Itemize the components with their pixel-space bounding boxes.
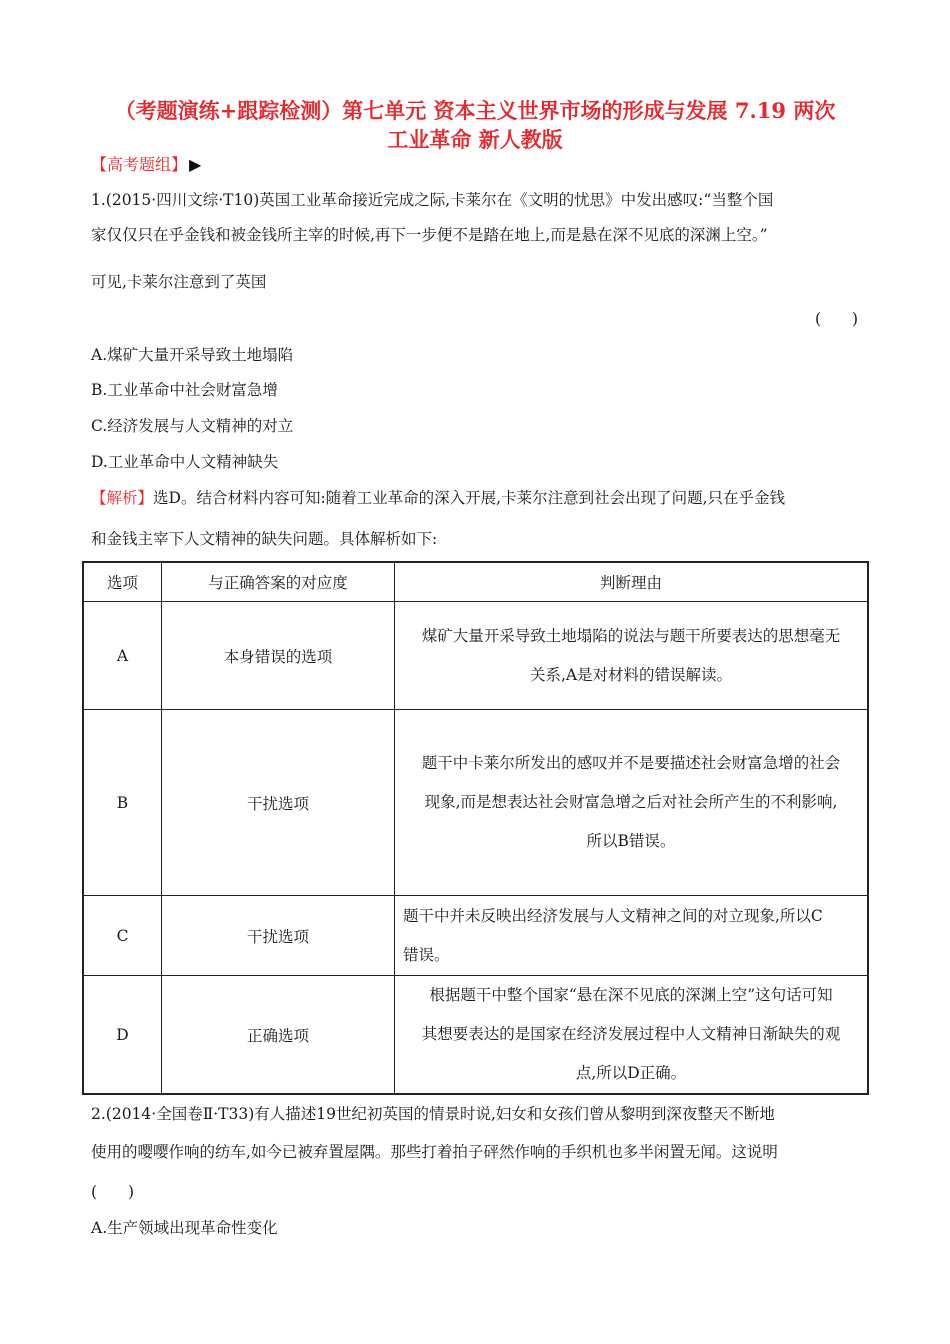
q1-stem-line-2: 家仅仅只在乎金钱和被金钱所主宰的时候,再下一步便不是踏在地上,而是悬在深不见底的深渊上空。” — [91, 226, 768, 244]
table-cell-option: C — [83, 896, 162, 976]
q1-answer-paren: ( ) — [815, 310, 859, 328]
table-cell-option: A — [83, 602, 162, 710]
reason-line: 错误。 — [403, 945, 450, 964]
table-header-reason: 判断理由 — [395, 562, 869, 602]
table-cell-option: B — [83, 710, 162, 896]
document-title — [60, 96, 890, 154]
q2-answer-paren: ( ) — [91, 1183, 135, 1201]
q1-analysis-line-2: 和金钱主宰下人文精神的缺失问题。具体解析如下: — [91, 530, 438, 548]
reason-line: 题干中卡莱尔所发出的感叹并不是要描述社会财富急增的社会 — [421, 754, 841, 772]
reason-line: 题干中并未反映出经济发展与人文精神之间的对立现象,所以C — [403, 906, 823, 925]
q1-option-a: A.煤矿大量开采导致土地塌陷 — [91, 346, 294, 364]
table-cell-reason — [395, 602, 869, 710]
reason-line: 点,所以D正确。 — [575, 1064, 687, 1082]
q2-stem-line-2: 使用的嘤嘤作响的纺车,如今已被弃置屋隅。那些打着拍子砰然作响的手织机也多半闲置无闻。这说明 — [91, 1143, 778, 1161]
table-cell-degree: 正确选项 — [162, 976, 395, 1095]
table-cell-reason — [395, 710, 869, 896]
table-cell-degree: 干扰选项 — [162, 710, 395, 896]
q1-option-c: C.经济发展与人文精神的对立 — [91, 417, 294, 435]
triangle-right-icon: ▶ — [189, 155, 202, 174]
table-cell-reason — [395, 896, 869, 976]
analysis-tag: 【解析】 — [91, 489, 154, 507]
reason-line: 所以B错误。 — [586, 832, 676, 850]
analysis-table — [82, 561, 869, 1095]
q1-analysis-line-1 — [91, 486, 785, 508]
reason-line: 根据题干中整个国家“悬在深不见底的深渊上空”这句话可知 — [429, 986, 833, 1004]
table-header-option: 选项 — [83, 562, 162, 602]
table-row — [83, 896, 868, 976]
reason-line: 现象,而是想表达社会财富急增之后对社会所产生的不利影响, — [424, 793, 838, 811]
table-cell-degree: 本身错误的选项 — [162, 602, 395, 710]
section-tag — [91, 152, 201, 175]
table-cell-reason — [395, 976, 869, 1095]
section-tag-label: 【高考题组】 — [91, 155, 188, 174]
table-cell-degree: 干扰选项 — [162, 896, 395, 976]
reason-line: 关系,A是对材料的错误解读。 — [529, 665, 733, 684]
reason-line: 其想要表达的是国家在经济发展过程中人文精神日渐缺失的观 — [421, 1025, 841, 1043]
q2-stem-line-1: 2.(2014·全国卷Ⅱ·T33)有人描述19世纪初英国的情景时说,妇女和女孩们曾从黎明到深夜整天不断地 — [91, 1105, 775, 1123]
reason-line: 煤矿大量开采导致土地塌陷的说法与题干所要表达的思想毫无 — [421, 626, 841, 645]
title-line-2: 工业革命 新人教版 — [387, 127, 563, 152]
q1-stem-line-1: 1.(2015·四川文综·T10)英国工业革命接近完成之际,卡莱尔在《文明的忧思》中发出感叹:“当整个国 — [91, 191, 774, 209]
table-header-row — [83, 562, 868, 602]
q1-option-d: D.工业革命中人文精神缺失 — [91, 453, 279, 471]
table-row — [83, 710, 868, 896]
analysis-text-1: 选D。结合材料内容可知:随着工业革命的深入开展,卡莱尔注意到社会出现了问题,只在乎金钱 — [153, 489, 786, 507]
title-line-1: （考题演练+跟踪检测）第七单元 资本主义世界市场的形成与发展 7.19 两次 — [114, 98, 836, 123]
table-header-degree: 与正确答案的对应度 — [162, 562, 395, 602]
q2-option-a: A.生产领域出现革命性变化 — [91, 1219, 278, 1237]
table-row — [83, 976, 868, 1095]
q1-option-b: B.工业革命中社会财富急增 — [91, 381, 278, 399]
table-cell-option: D — [83, 976, 162, 1095]
table-row — [83, 602, 868, 710]
q1-stem-line-3: 可见,卡莱尔注意到了英国 — [91, 273, 267, 291]
